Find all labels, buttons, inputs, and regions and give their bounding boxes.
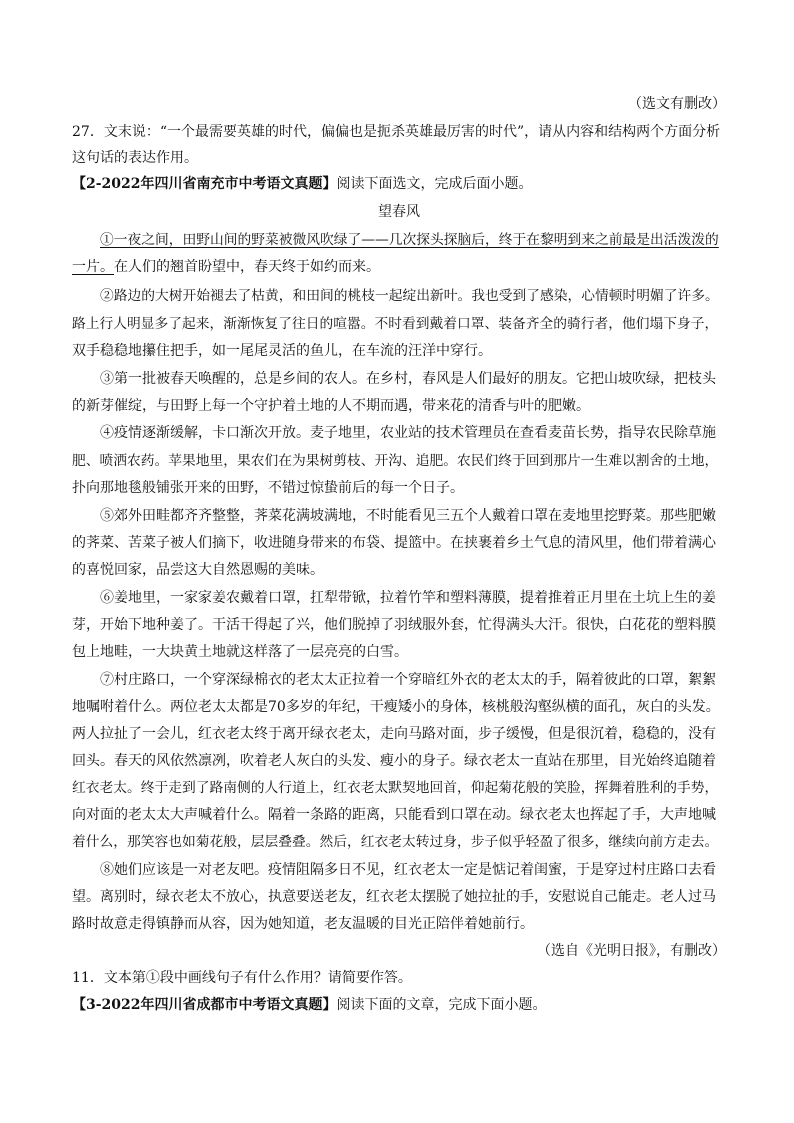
- article-line: 路时故意走得镇静而从容，因为她知道，老友温暖的目光正陪伴着她前行。: [72, 916, 534, 932]
- article-line: ③第一批被春天唤醒的，总是乡间的农人。在乡村，春风是人们最好的朋友。它把山坡吹绿，把枝头: [100, 371, 716, 387]
- article-line: 向对面的老太太大声喊着什么。隔着一条路的距离，只能看到口罩在动。绿衣老太也挥起了手，大声地喊: [72, 807, 716, 823]
- article-line: 路上行人明显多了起来，渐渐恢复了往日的喧嚣。不时看到戴着口罩、装备齐全的骑行者，他们塌下身子，: [72, 316, 719, 332]
- article-line: 肥、喷洒农药。苹果地里，果农们在为果树剪枝、开沟、追肥。农民们终于回到那片一生难以割舍的土地，: [72, 453, 719, 469]
- article-line: 的荠菜、苦菜子被人们摘下，收进随身带来的布袋、提篮中。在挟裹着乡土气息的清风里，他们带着满心: [72, 535, 716, 551]
- question-11: 11．文本第①段中画线句子有什么作用？请简要作答。: [72, 970, 412, 986]
- article-line: 包上地畦，一大块黄土地就这样落了一层亮亮的白雪。: [72, 644, 408, 660]
- article-line: 着什么，那笑容也如菊花般，层层叠叠。然后，红衣老太转过身，步子似乎轻盈了很多，继续向前方走去。: [72, 834, 719, 850]
- article-line: 地嘱咐着什么。两位老太太都是70多岁的年纪，干瘦矮小的身体，核桃般沟壑纵横的面孔，灰白的头发。: [72, 699, 720, 715]
- article-line: ⑥姜地里，一家家姜农戴着口罩，扛犁带锨，拉着竹竿和塑料薄膜，提着推着正月里在土坑上生的姜: [100, 590, 716, 606]
- article-line: 双手稳稳地攥住把手，如一尾尾灵活的鱼儿，在车流的汪洋中穿行。: [72, 343, 492, 359]
- question-27-line-1: 27．文末说：“一个最需要英雄的时代，偏偏也是扼杀英雄最厉害的时代”，请从内容和结构两个方面分析: [72, 124, 721, 140]
- article-line: ⑦村庄路口，一个穿深绿棉衣的老太太正拉着一个穿暗红外衣的老太太的手，隔着彼此的口罩，絮絮: [100, 672, 716, 688]
- article-line: 的喜悦回家，品尝这大自然恩赐的美味。: [72, 562, 324, 578]
- underlined-sentence-end: 一片。: [72, 259, 114, 275]
- article-source: （选自《光明日报》，有删改）: [537, 943, 726, 959]
- question-27-line-2: 这句话的表达作用。: [72, 150, 198, 166]
- paragraph-1-rest: 在人们的翘首盼望中，春天终于如约而来。: [114, 259, 380, 275]
- paragraph-1-line-2: [72, 258, 726, 276]
- article-line: ⑤郊外田畦都齐齐整整，荠菜花满坡满地，不时能看见三五个人戴着口罩在麦地里挖野菜。那些肥嫩: [100, 508, 716, 524]
- article-line: 望。离别时，绿衣老太不放心，执意要送老友，红衣老太摆脱了她拉扯的手，安慰说自己能走。老人过马: [72, 889, 716, 905]
- paragraph-1-line-1: [72, 231, 726, 249]
- underlined-sentence: ①一夜之间，田野山间的野菜被微风吹绿了——几次探头探脑后，终于在黎明到来之前最是出活泼泼的: [100, 232, 719, 248]
- article-line: ②路边的大树开始褪去了枯黄，和田间的桃枝一起绽出新叶。我也受到了感染，心情顿时明媚了许多。: [100, 288, 719, 304]
- article-title: 望春风: [378, 204, 420, 220]
- article-line: 芽，开始下地种姜了。干活干得起了兴，他们脱掉了羽绒服外套，忙得满头大汗。很快，白花花的塑料膜: [72, 617, 716, 633]
- section-3-tag: 【3-2022年四川省成都市中考语文真题】: [72, 997, 337, 1013]
- section-3-instruction: 阅读下面的文章，完成下面小题。: [336, 997, 547, 1013]
- article-line: 两人拉扯了一会儿，红衣老太终于离开绿衣老太，走向马路对面，步子缓慢，但是很沉着，稳稳的，没有: [72, 726, 716, 742]
- section-3-header: [72, 996, 726, 1014]
- section-2-header: [72, 175, 726, 193]
- section-2-instruction: 阅读下面选文，完成后面小题。: [336, 176, 533, 192]
- article-line: 回头。春天的风依然凛冽，吹着老人灰白的头发、瘦小的身子。绿衣老太一直站在那里，目光始终追随着: [72, 753, 716, 769]
- article-line: ④疫情逐渐缓解，卡口渐次开放。麦子地里，农业站的技术管理员在查看麦苗长势，指导农民除草施: [100, 425, 716, 441]
- article-line: ⑧她们应该是一对老友吧。疫情阻隔多日不见，红衣老太一定是惦记着闺蜜，于是穿过村庄路口去看: [100, 862, 716, 878]
- article-line: 扑向那地毯般铺张开来的田野，不错过惊蛰前后的每一个日子。: [72, 480, 464, 496]
- article-line: 的新芽催绽，与田野上每一个守护着土地的人不期而遇，带来花的清香与叶的肥嫩。: [72, 398, 590, 414]
- article-line: 红衣老太。终于走到了路南侧的人行道上，红衣老太默契地回首，仰起菊花般的笑脸，挥舞着胜利的手势，: [72, 780, 719, 796]
- source-note: （选文有删改）: [628, 96, 726, 112]
- section-2-tag: 【2-2022年四川省南充市中考语文真题】: [72, 176, 337, 192]
